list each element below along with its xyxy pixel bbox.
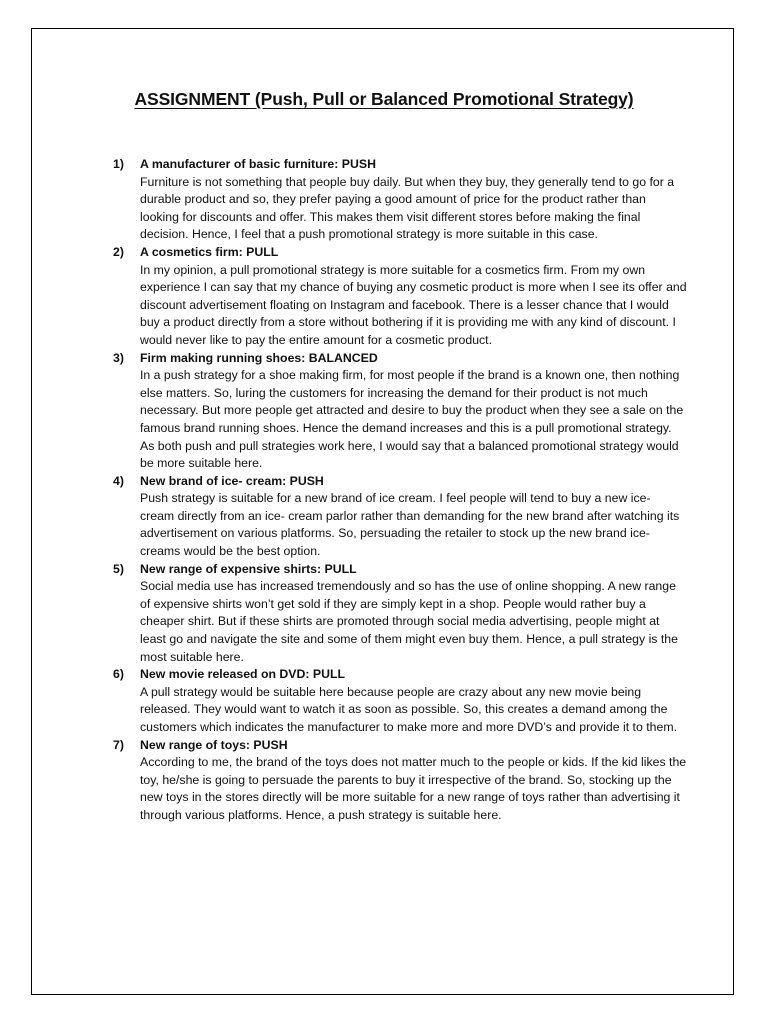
item-number: 5) <box>113 561 124 576</box>
item-body: In a push strategy for a shoe making firm, for most people if the brand is a known one, then nothing else matters. So, luring the customers for increasing the demand for their product is not much necessary. But more people get attracted and desire to buy the product when they see a sale on the famous brand running shoes. Hence the demand increases and this is a pull promotional strategy. As both push and pull strategies work here, I would say that a balanced promotional strategy would be more suitable here. <box>140 368 684 471</box>
item-body: According to me, the brand of the toys does not matter much to the people or kids. If the kid likes the toy, he/she is going to persuade the parents to buy it irrespective of the brand. So, stocking up the new toys in the stores directly will be more suitable for a new range of toys rather than advertising it through various platforms. Hence, a push strategy is suitable here. <box>140 755 687 822</box>
item-number: 6) <box>113 667 124 682</box>
item-heading: A manufacturer of basic furniture: PUSH <box>140 157 376 171</box>
item-body: Furniture is not something that people buy daily. But when they buy, they generally tend to go for a durable product and so, they prefer paying a good amount of price for the product rather than looking for discounts and offer. This makes them visit different stores before making the final decision. Hence, I feel that a push promotional strategy is more suitable in this case. <box>140 174 675 242</box>
list-item <box>113 737 688 825</box>
list-item <box>113 350 688 473</box>
list-item <box>113 666 688 736</box>
item-heading: New brand of ice- cream: PUSH <box>140 473 324 488</box>
item-body: Push strategy is suitable for a new brand of ice cream. I feel people will tend to buy a new ice- cream directly from an ice- cream parlor rather than demanding for the new brand after watching its advertisement on various platforms. So, persuading the retailer to stock up the new brand ice- creams would be the best option. <box>140 491 680 559</box>
document-title: ASSIGNMENT (Push, Pull or Balanced Promotional Strategy) <box>134 89 634 109</box>
strategy-list <box>113 156 688 825</box>
list-item <box>113 561 688 667</box>
item-heading: New range of expensive shirts: PULL <box>140 561 357 576</box>
item-heading: New movie released on DVD: PULL <box>140 667 346 682</box>
item-body: A pull strategy would be suitable here because people are crazy about any new movie being released. They would want to watch it as soon as possible. So, this creates a demand among the customers which indicates the manufacturer to make more and more DVD’s and provide it to them. <box>140 684 677 734</box>
item-number: 1) <box>113 157 124 171</box>
item-number: 2) <box>113 244 124 259</box>
item-body: Social media use has increased tremendously and so has the use of online shopping. A new range of expensive shirts won’t get sold if they are simply kept in a shop. People would rather buy a cheaper shirt. But if these shirts are promoted through social media advertising, people might at least go and navigate the site and some of them might even buy them. Hence, a pull strategy is the most suitable here. <box>140 579 678 664</box>
item-heading: New range of toys: PUSH <box>140 737 288 752</box>
item-number: 3) <box>113 350 124 365</box>
item-number: 7) <box>113 737 124 752</box>
item-heading: A cosmetics firm: PULL <box>140 244 279 259</box>
item-heading: Firm making running shoes: BALANCED <box>140 350 378 365</box>
item-number: 4) <box>113 473 124 488</box>
list-item <box>113 244 688 350</box>
list-item <box>113 473 688 561</box>
list-item <box>113 156 688 244</box>
item-body: In my opinion, a pull promotional strategy is more suitable for a cosmetics firm. From my own experience I can say that my chance of buying any cosmetic product is more when I see its offer and discount advertisement floating on Instagram and facebook. There is a lesser chance that I would buy a product directly from a store without bothering if it is providing me with any kind of discount. I would never like to pay the entire amount for a cosmetic product. <box>140 262 687 347</box>
